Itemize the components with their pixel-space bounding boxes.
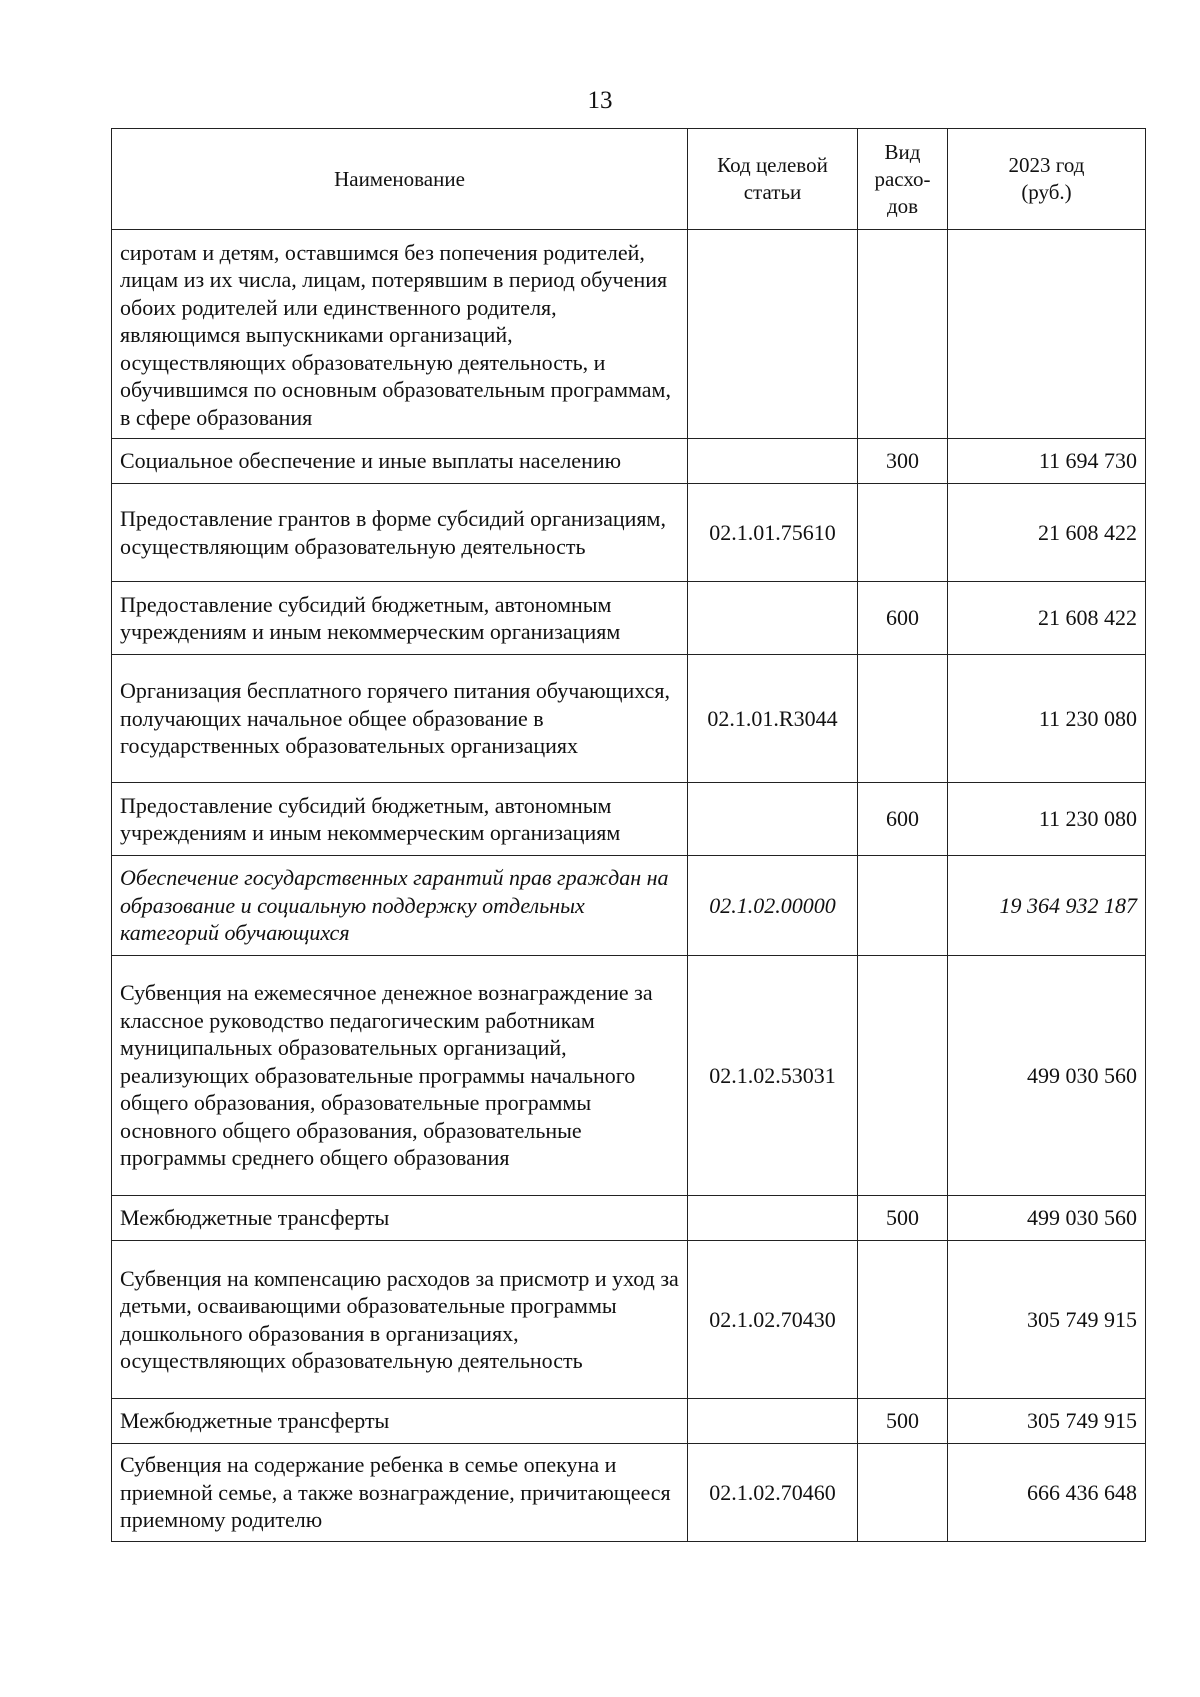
header-code: Код целевой статьи bbox=[688, 129, 858, 230]
row-name: Обеспечение государственных гарантий прав граждан на образование и социальную поддержку отдельных категорий обучающихся bbox=[112, 856, 688, 956]
row-kind: 300 bbox=[858, 439, 948, 484]
row-code bbox=[688, 582, 858, 655]
table-row bbox=[112, 783, 1146, 856]
row-kind: 500 bbox=[858, 1399, 948, 1444]
table-row bbox=[112, 582, 1146, 655]
row-sum: 11 230 080 bbox=[948, 655, 1146, 783]
table-row bbox=[112, 655, 1146, 783]
table-row bbox=[112, 1399, 1146, 1444]
row-code: 02.1.02.70460 bbox=[688, 1444, 858, 1542]
row-code bbox=[688, 1196, 858, 1241]
row-kind bbox=[858, 484, 948, 582]
table-row bbox=[112, 230, 1146, 439]
row-code bbox=[688, 783, 858, 856]
row-sum: 305 749 915 bbox=[948, 1399, 1146, 1444]
row-code bbox=[688, 1399, 858, 1444]
row-code bbox=[688, 439, 858, 484]
row-name: Социальное обеспечение и иные выплаты населению bbox=[112, 439, 688, 484]
row-code: 02.1.01.R3044 bbox=[688, 655, 858, 783]
row-kind: 500 bbox=[858, 1196, 948, 1241]
row-name: Предоставление субсидий бюджетным, автономным учреждениям и иным некоммерческим организациям bbox=[112, 783, 688, 856]
table-row bbox=[112, 484, 1146, 582]
row-kind bbox=[858, 655, 948, 783]
row-kind: 600 bbox=[858, 582, 948, 655]
row-sum: 19 364 932 187 bbox=[948, 856, 1146, 956]
row-name: Субвенция на ежемесячное денежное вознаграждение за классное руководство педагогическим работникам муниципальных образовательных организаций, реализующих образовательные программы начального общего образования, образовательные программы основного общего образования, образовательные программы среднего общего образования bbox=[112, 956, 688, 1196]
table-row bbox=[112, 1444, 1146, 1542]
row-kind: 600 bbox=[858, 783, 948, 856]
header-row bbox=[112, 129, 1146, 230]
row-sum: 11 694 730 bbox=[948, 439, 1146, 484]
row-sum: 305 749 915 bbox=[948, 1241, 1146, 1399]
table-row bbox=[112, 439, 1146, 484]
row-kind bbox=[858, 1444, 948, 1542]
row-name: Субвенция на компенсацию расходов за присмотр и уход за детьми, осваивающими образовательные программы дошкольного образования в организациях, осуществляющих образовательную деятельность bbox=[112, 1241, 688, 1399]
row-kind bbox=[858, 1241, 948, 1399]
row-code: 02.1.01.75610 bbox=[688, 484, 858, 582]
header-sum: 2023 год (руб.) bbox=[948, 129, 1146, 230]
page-number: 13 bbox=[587, 87, 613, 114]
row-name: Предоставление субсидий бюджетным, автономным учреждениям и иным некоммерческим организациям bbox=[112, 582, 688, 655]
row-code: 02.1.02.53031 bbox=[688, 956, 858, 1196]
table-row bbox=[112, 956, 1146, 1196]
row-name: Организация бесплатного горячего питания обучающихся, получающих начальное общее образование в государственных образовательных организациях bbox=[112, 655, 688, 783]
row-name: Межбюджетные трансферты bbox=[112, 1196, 688, 1241]
row-code bbox=[688, 230, 858, 439]
budget-table bbox=[111, 128, 1146, 1542]
row-name: сиротам и детям, оставшимся без попечения родителей, лицам из их числа, лицам, потерявшим в период обучения обоих родителей или единственного родителя, являющимся выпускниками организаций, осуществляющих образовательную деятельность, и обучившимся по основным образовательным программам, в сфере образования bbox=[112, 230, 688, 439]
row-name: Субвенция на содержание ребенка в семье опекуна и приемной семье, а также вознаграждение, причитающееся приемному родителю bbox=[112, 1444, 688, 1542]
table-row bbox=[112, 1196, 1146, 1241]
row-sum: 666 436 648 bbox=[948, 1444, 1146, 1542]
row-sum: 21 608 422 bbox=[948, 484, 1146, 582]
row-sum: 11 230 080 bbox=[948, 783, 1146, 856]
table-row bbox=[112, 1241, 1146, 1399]
row-kind bbox=[858, 956, 948, 1196]
row-code: 02.1.02.00000 bbox=[688, 856, 858, 956]
row-name: Межбюджетные трансферты bbox=[112, 1399, 688, 1444]
table-row bbox=[112, 856, 1146, 956]
row-kind bbox=[858, 856, 948, 956]
row-kind bbox=[858, 230, 948, 439]
row-name: Предоставление грантов в форме субсидий организациям, осуществляющим образовательную деятельность bbox=[112, 484, 688, 582]
header-name: Наименование bbox=[112, 129, 688, 230]
row-sum bbox=[948, 230, 1146, 439]
header-kind: Вид расхо-дов bbox=[858, 129, 948, 230]
row-code: 02.1.02.70430 bbox=[688, 1241, 858, 1399]
row-sum: 499 030 560 bbox=[948, 956, 1146, 1196]
row-sum: 499 030 560 bbox=[948, 1196, 1146, 1241]
row-sum: 21 608 422 bbox=[948, 582, 1146, 655]
